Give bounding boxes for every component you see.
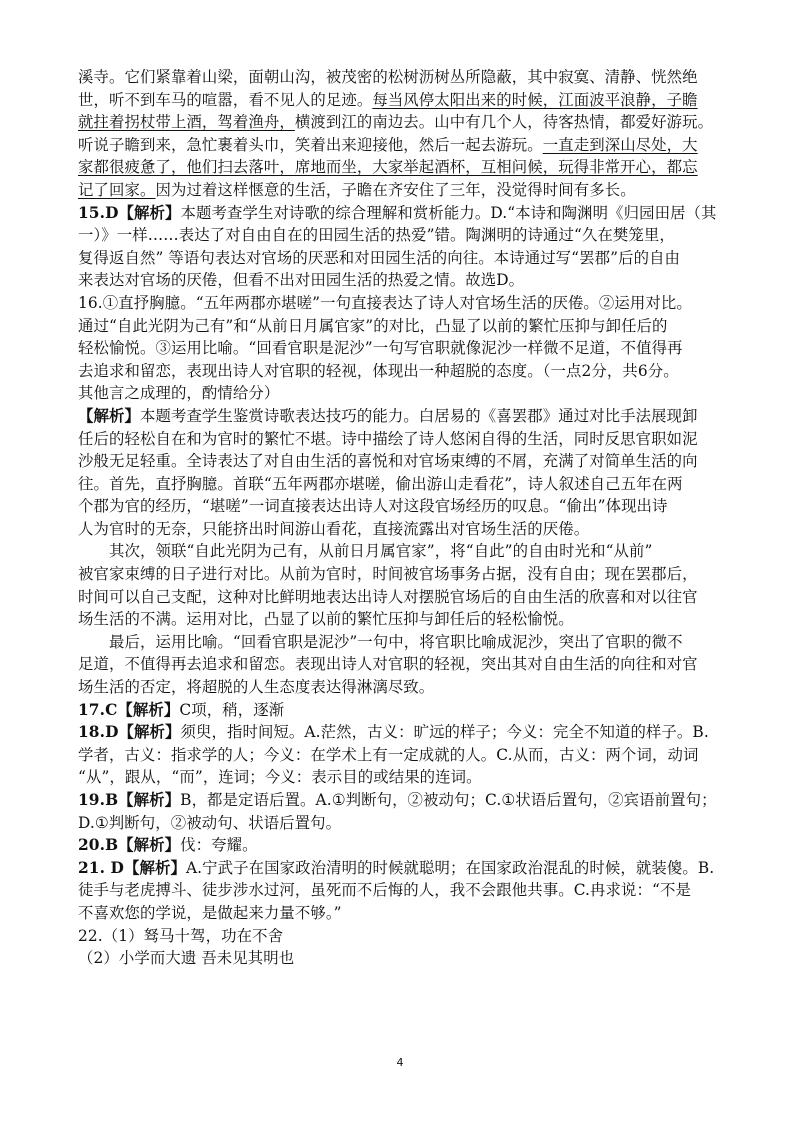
- text-segment: 其次，领联“自此光阴为己有，从前日月属官家”，将“自此”的自由时光和“从前”: [109, 542, 653, 561]
- text-segment: 轻松愉悦。③运用比喻。“回看官职是泥沙”一句写官职就像泥沙一样微不足道，不值得再: [78, 339, 683, 358]
- text-segment: “从”，跟从，“而”，连词；今义：表示目的或结果的连词。: [78, 768, 482, 787]
- text-line: [78, 450, 728, 473]
- answer-label: 21. D【解析】: [78, 858, 186, 877]
- text-line: [78, 699, 728, 722]
- text-line: [78, 721, 728, 744]
- underlined-text: 每当风停太阳出来的时候，江面波平浪静，子瞻: [372, 90, 698, 109]
- text-line: [78, 66, 728, 89]
- text-line: [78, 925, 728, 948]
- text-segment: D.①判断句，②被动句、状语后置句。: [78, 813, 342, 832]
- page-number: 4: [396, 1056, 404, 1069]
- text-segment: 复得返自然” 等语句表达对官场的厌恶和对田园生活的向往。本诗通过写“罢郡”后的自由: [78, 248, 681, 267]
- underlined-text: 记了回家。: [78, 180, 156, 199]
- text-segment: 本题考查学生对诗歌的综合理解和赏析能力。D.“本诗和陶渊明《归园田居（其: [180, 203, 717, 222]
- text-segment: 其他言之成理的，酌情给分）: [78, 384, 280, 403]
- text-line: [78, 879, 728, 902]
- text-line: [78, 586, 728, 609]
- text-segment: 时间可以自己支配，这种对比鲜明地表达出诗人对摆脱官场后的自由生活的欣喜和对以往官: [78, 587, 698, 606]
- text-segment: 场生活的不满。运用对比，凸显了以前的繁忙压抑与卸任后的轻松愉悦。: [78, 610, 574, 629]
- answer-label: 15.D【解析】: [78, 203, 181, 222]
- text-line: [78, 608, 728, 631]
- text-segment: 世，听不到车马的喧嚣，看不见人的足迹。: [78, 90, 373, 109]
- text-segment: 来表达对官场的厌倦，但看不出对田园生活的热爱之情。故选D。: [78, 271, 525, 290]
- text-line: [78, 766, 728, 789]
- text-segment: 本题考查学生鉴赏诗歌表达技巧的能力。白居易的《喜罢郡》通过对比手法展现卸: [139, 406, 698, 425]
- text-segment: 横渡到江的南边去。山中有几个人，待客热情，都爱好游玩。: [294, 113, 714, 132]
- text-segment: （2）小学而大遗 吾未见其明也: [78, 949, 295, 968]
- text-segment: 22.（1）驽马十驾，功在不舍: [78, 926, 284, 945]
- text-segment: 足道，不值得再去追求和留恋。表现出诗人对官职的轻视，突出其对自由生活的向往和对官: [78, 655, 698, 674]
- text-segment: 16.①直抒胸臆。“五年两郡亦堪嗟”一句直接表达了诗人对官场生活的厌倦。②运用对比。: [78, 293, 692, 312]
- text-segment: 徒手与老虎搏斗、徒步涉水过河，虽死而不后悔的人，我不会跟他共事。C.冉求说：“不是: [78, 881, 691, 900]
- text-line: [78, 405, 728, 428]
- text-segment: 个郡为官的经历，“堪嗟”一词直接表达出诗人对这段官场经历的叹息。“偷出”体现出诗: [78, 497, 668, 516]
- text-segment: 最后，运用比喻。“回看官职是泥沙”一句中，将官职比喻成泥沙，突出了官职的微不: [109, 632, 683, 651]
- answer-label: 19.B【解析】: [78, 791, 181, 809]
- document-page: [78, 66, 728, 970]
- underlined-text: 就拄着拐杖带上酒，驾着渔舟，: [78, 113, 295, 132]
- text-line: [78, 269, 728, 292]
- text-segment: 因为过着这样惬意的生活，子瞻在齐安住了三年，没觉得时间有多长。: [155, 180, 636, 199]
- text-segment: 去追求和留恋，表现出诗人对官职的轻视，体现出一种超脱的态度。（一点2分，共6分。: [78, 361, 679, 380]
- text-segment: 学者，古义：指求学的人；今义：在学术上有一定成就的人。C.从而，古义：两个词，动词: [78, 745, 699, 764]
- text-segment: 场生活的否定，将超脱的人生态度表达得淋漓尽致。: [78, 678, 435, 697]
- text-line: [78, 857, 728, 880]
- text-line: [78, 315, 728, 338]
- text-segment: 通过“自此光阴为己有”和“从前日月属官家”的对比，凸显了以前的繁忙压抑与卸任后的: [78, 316, 668, 335]
- text-line: [78, 89, 728, 112]
- text-segment: A.宁武子在国家政治清明的时候就聪明；在国家政治混乱的时候，就装傻。B.: [185, 858, 715, 877]
- text-line: [78, 631, 728, 654]
- text-line: [78, 292, 728, 315]
- text-line: [78, 473, 728, 496]
- text-segment: 不喜欢您的学说，是做起来力量不够。”: [78, 903, 342, 922]
- text-line: [78, 518, 728, 541]
- text-line: [78, 744, 728, 767]
- text-segment: 一）》一样……表达了对自由自在的田园生活的热爱”错。陶渊明的诗通过“久在樊笼里，: [78, 226, 675, 245]
- text-segment: C项，稍，逐渐: [179, 700, 285, 719]
- text-segment: 听说子瞻到来，急忙裹着头巾，笑着出来迎接他，然后一起去游玩。: [78, 135, 543, 154]
- answer-label: 【解析】: [78, 406, 140, 425]
- text-line: [78, 812, 728, 835]
- text-line: [78, 563, 728, 586]
- text-line: [78, 134, 728, 157]
- text-line: [78, 247, 728, 270]
- answer-label: 17.C【解析】: [78, 700, 180, 719]
- text-line: [78, 834, 728, 857]
- text-line: [78, 179, 728, 202]
- text-segment: 任后的轻松自在和为官时的繁忙不堪。诗中描绘了诗人悠闲自得的生活，同时反思官职如泥: [78, 429, 698, 448]
- text-segment: 须臾，指时间短。A.茫然，古义：旷远的样子；今义：完全不知道的样子。B.: [180, 723, 709, 742]
- text-line: [78, 540, 728, 563]
- answer-label: 20.B【解析】: [78, 836, 181, 855]
- text-line: [78, 428, 728, 451]
- text-segment: 人为官时的无奈，只能挤出时间游山看花，直接流露出对官场生活的厌倦。: [78, 519, 590, 538]
- text-line: [78, 676, 728, 699]
- text-line: [78, 224, 728, 247]
- text-line: [78, 382, 728, 405]
- text-line: [78, 789, 728, 812]
- text-segment: 被官家束缚的日子进行对比。从前为官时，时间被官场事务占据，没有自由；现在罢郡后，: [78, 565, 698, 584]
- text-segment: 往。首先，直抒胸臆。首联“五年两郡亦堪嗟，偷出游山走看花”，诗人叙述自己五年在两: [78, 474, 683, 493]
- text-line: [78, 360, 728, 383]
- text-segment: 溪寺。它们紧靠着山梁，面朝山沟，被茂密的松树沥树丛所隐蔽，其中寂寞、清静、恍然绝: [78, 68, 698, 86]
- text-line: [78, 902, 728, 925]
- text-line: [78, 156, 728, 179]
- underlined-text: 家都很疲惫了，他们扫去落叶，席地而坐，大家举起酒杯，互相问候，玩得非常开心，都忘: [78, 158, 698, 177]
- text-line: [78, 202, 728, 225]
- text-segment: 沙般无足轻重。全诗表达了对自由生活的喜悦和对官场束缚的不屑，充满了对简单生活的向: [78, 452, 698, 471]
- text-segment: 伐：夸耀。: [180, 836, 258, 855]
- text-line: [78, 111, 728, 134]
- text-line: [78, 653, 728, 676]
- text-line: [78, 495, 728, 518]
- text-line: [78, 337, 728, 360]
- answer-label: 18.D【解析】: [78, 723, 181, 742]
- text-line: [78, 947, 728, 970]
- text-segment: B，都是定语后置。A.①判断句，②被动句；C.①状语后置句，②宾语前置句；: [180, 791, 717, 809]
- underlined-text: 一直走到深山尽处，大: [542, 135, 698, 154]
